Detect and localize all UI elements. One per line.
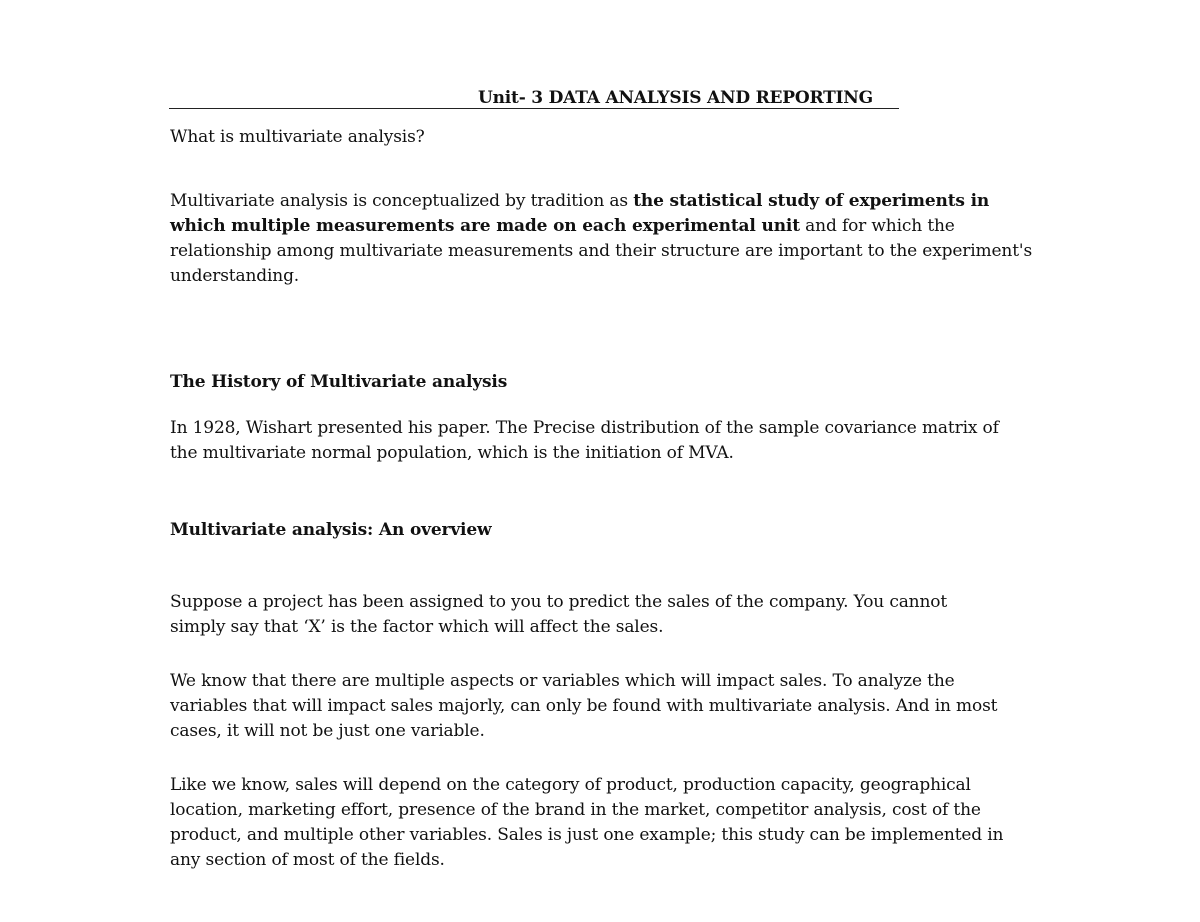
overview-paragraph-2: We know that there are multiple aspects or variables which will impact sales. To analyze the variables that will impact sales majorly, can only be found with multivariate analysis. And in most cases, it will not be just one variable. [170,671,998,741]
history-heading: The History of Multivariate analysis [170,372,508,392]
definition-text-end: and for which the relationship among multivariate measurements and their structure are important to the experiment's understanding. [170,216,1033,286]
history-paragraph: In 1928, Wishart presented his paper. The Precise distribution of the sample covariance matrix of the multivariate normal population, which is the initiation of MVA. [170,418,999,463]
definition-text-start: Multivariate analysis is conceptualized by tradition as [170,191,634,211]
definition-paragraph [170,189,1035,289]
overview-paragraph-1: Suppose a project has been assigned to you to predict the sales of the company. You cannot simply say that ‘X’ is the factor which will affect the sales. [170,592,948,637]
unit-title: Unit- 3 DATA ANALYSIS AND REPORTING [478,88,873,108]
definition-bold-text: the statistical study of experiments in which multiple measurements are made on each experimental unit [170,191,990,236]
question-text: What is multivariate analysis? [170,127,425,147]
overview-paragraph-3: Like we know, sales will depend on the category of product, production capacity, geographical location, marketing effort, presence of the brand in the market, competitor analysis, cost of the product, and multiple other variables. Sales is just one example; this study can be implemented in any section of most of the fields. [170,775,1004,870]
overview-heading: Multivariate analysis: An overview [170,520,492,540]
